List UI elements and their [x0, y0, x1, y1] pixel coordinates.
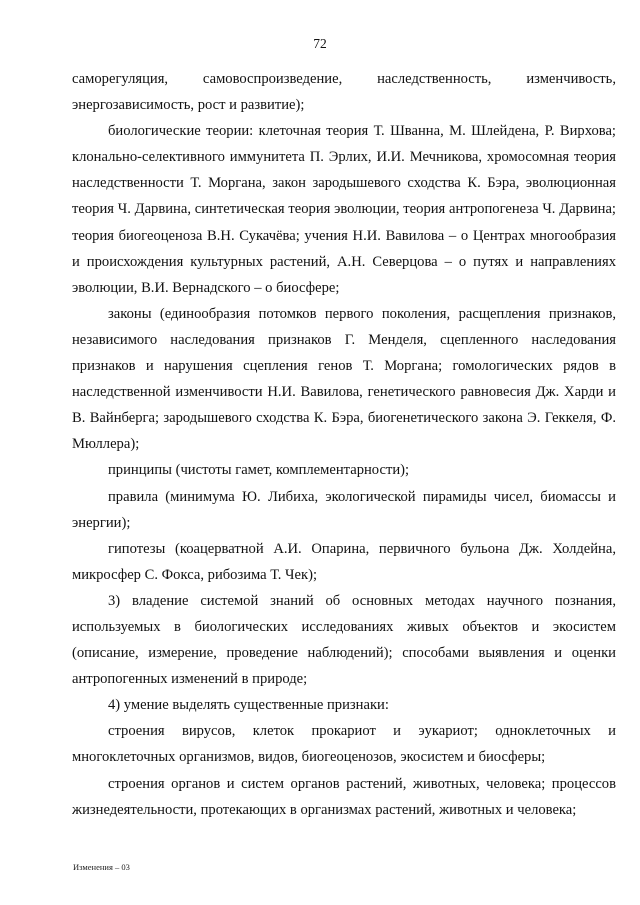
- paragraph-item-3-methods: 3) владение системой знаний об основных методах научного познания, используемых в биологических исследованиях живых объектов и экосистем (описание, измерение, проведение наблюдений); способами выявления и оценки антропогенных изменений в природе;: [72, 592, 616, 688]
- paragraph-properties-continuation: саморегуляция, самовоспроизведение, наследственность, изменчивость, энергозависимость, рост и развитие);: [72, 71, 616, 114]
- paragraph-laws: законы (единообразия потомков первого поколения, расщепления признаков, независимого наследования признаков Г. Менделя, сцепленного наследования признаков и нарушения сцепления генов Т. Моргана; гомологических рядов в наследственной изменчивости Н.И. Вавилова, генетического равновесия Дж. Харди и В. Вайнберга; зародышевого сходства К. Бэра, биогенетического закона Э. Геккеля, Ф. Мюллера);: [72, 305, 616, 453]
- footer-revision-note: Изменения – 03: [73, 862, 130, 872]
- paragraph-structure-organs: строения органов и систем органов растений, животных, человека; процессов жизнедеятельности, протекающих в организмах растений, животных и человека;: [72, 775, 616, 818]
- paragraph-item-4-heading: 4) умение выделять существенные признаки:: [108, 697, 389, 714]
- body-text: [72, 66, 616, 823]
- paragraph-biological-theories: биологические теории: клеточная теория Т. Шванна, М. Шлейдена, Р. Вирхова; клонально-селективного иммунитета П. Эрлих, И.И. Мечникова, хромосомная теория наследственности Т. Моргана, закон зародышевого сходства К. Бэра, эволюционная теория Ч. Дарвина, синтетическая теория эволюции, теория антропогенеза Ч. Дарвина; теория биогеоценоза В.Н. Сукачёва; учения Н.И. Вавилова – о Центрах многообразия и происхождения культурных растений, А.Н. Северцова – о путях и направлениях эволюции, В.И. Вернадского – о биосфере;: [72, 123, 616, 296]
- paragraph-hypotheses: гипотезы (коацерватной А.И. Опарина, первичного бульона Дж. Холдейна, микросфер С. Фокса, рибозима Т. Чек);: [72, 540, 616, 583]
- paragraph-principles: принципы (чистоты гамет, комплементарности);: [108, 462, 410, 479]
- paragraph-structure-viruses-cells: строения вирусов, клеток прокариот и эукариот; одноклеточных и многоклеточных организмов, видов, биогеоценозов, экосистем и биосферы;: [72, 723, 616, 766]
- paragraph-rules: правила (минимума Ю. Либиха, экологической пирамиды чисел, биомассы и энергии);: [72, 488, 616, 531]
- page-number: 72: [313, 36, 327, 51]
